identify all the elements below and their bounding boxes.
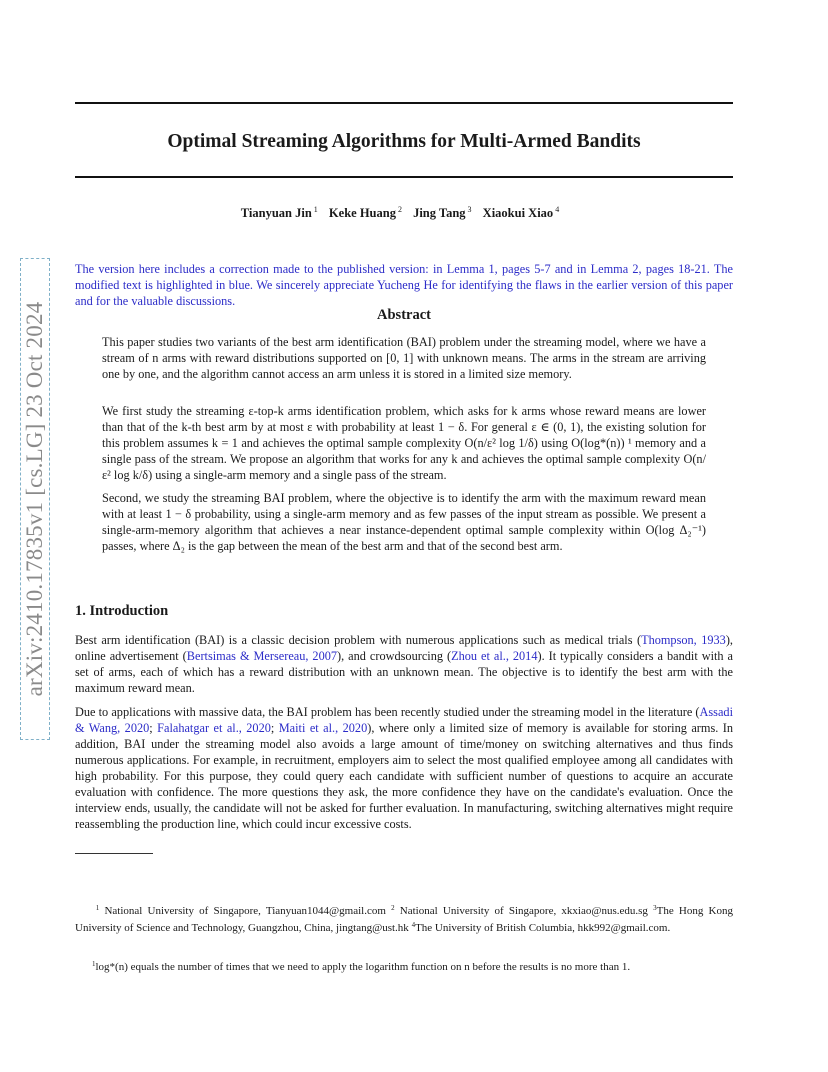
author-mark: 4 [555,205,560,214]
citation-link[interactable]: Zhou et al., 2014 [451,649,538,663]
author-name: Jing Tang [413,206,466,220]
affiliation-footnote: $^1$ National University of Singapore, Tianyuan1044@gmail.com $^2$ National University of Singapore, xkxiao@nus.edu.sg $^3$The Hong Kong University of Science and Technology, Guangzhou, China, jingtang@ust.hk $^4$The University of British Columbia, hkk992@gmail.com. [75,904,734,934]
author-mark: 3 [467,205,472,214]
citation-link[interactable]: Maiti et al., 2020 [278,721,368,735]
citation-link[interactable]: Falahatgar et al., 2020 [157,721,271,735]
arxiv-identifier: arXiv:2410.17835v1 [cs.LG] 23 Oct 2024 [22,301,47,697]
citation-link[interactable]: Bertsimas & Mersereau, 2007 [186,649,338,663]
author-name: Xiaokui Xiao [482,206,554,220]
paper-title: Optimal Streaming Algorithms for Multi-Armed Bandits [167,131,641,152]
abstract-paragraph: Second, we study the streaming BAI problem, where the objective is to identify the arm with the maximum reward mean with at least 1 − δ probability, using a single-arm memory and as few passes of the input stream as possible. We present a single-arm-memory algorithm that achieves a near instance-dependent optimal sample complexity within O(log Δ₂⁻¹) passes, where Δ₂ is the gap between the mean of the best arm and that of the second best arm. [102,491,706,553]
arxiv-side-stamp [20,258,50,740]
author-mark: 1 [313,205,318,214]
author-name: Keke Huang [328,206,396,220]
abstract-paragraph: We first study the streaming ε-top-k arms identification problem, which asks for k arms whose reward means are lower than that of the k-th best arm by at most ε with probability at least 1 − δ. For general ε ∈ (0, 1), the existing solution for this problem assumes k = 1 and achieves the optimal sample complexity O(n/ε² log 1/δ) using O(log*(n)) ¹ memory and a single pass of the stream. We propose an algorithm that works for any k and achieves the optimal sample complexity O(n/ε² log k/δ) using a single-arm memory and a single pass of the stream. [102,404,706,482]
author-name: Tianyuan Jin [240,206,312,220]
author-list [75,205,733,221]
abstract-paragraph: This paper studies two variants of the best arm identification (BAI) problem under the streaming model, where we have a stream of n arms with reward distributions supported on [0, 1] with unknown means. The arms in the stream are arriving one by one, and the algorithm cannot access an arm unless it is stored in a limited size memory. [102,335,706,381]
abstract-heading: Abstract [377,307,431,323]
citation-link[interactable]: Thompson, 1933 [641,633,726,647]
footnote-rule [75,853,153,854]
intro-paragraph: Best arm identification (BAI) is a classic decision problem with numerous applications such as medical trials (Thompson, 1933), online advertisement (Bertsimas & Mersereau, 2007), and crowdsourcing (Zhou et al., 2014). It typically considers a bandit with a set of arms, each of which has a reward distribution with an unknown mean. The objective is to identify the best arm with the maximum reward mean. [75,633,734,695]
footnote: $^1$log*(n) equals the number of times that we need to apply the logarithm function on n before the results is no more than 1. [92,960,631,973]
correction-note: The version here includes a correction made to the published version: in Lemma 1, pages 5-7 and in Lemma 2, pages 18-21. The modified text is highlighted in blue. We sincerely appreciate Yucheng He for identifying the flaws in the earlier version of this paper and for the valuable discussions. [75,262,733,308]
author-mark: 2 [397,205,402,214]
top-rule [75,102,733,104]
intro-paragraph: Due to applications with massive data, the BAI problem has been recently studied under the streaming model in the literature (Assadi & Wang, 2020; Falahatgar et al., 2020; Maiti et al., 2020), where only a limited size of memory is available for storing arms. In addition, BAI under the streaming model also avoids a large amount of time/money on switching alternatives and thus finds numerous applications. For example, in recruitment, employers aim to select the most qualified employee among all candidates with high probability. For this purpose, they could query each candidate with sufficient number of questions to acquire an accurate evaluation with confidence. The more questions they ask, the more confidence they have on the candidate's evaluation. Once the interview ends, usually, the candidate will not be asked for further evaluation. In manufacturing, switching alternatives might require reassembling the production line, which could incur excessive costs. [75,705,733,831]
citation-link[interactable]: Assadi & Wang, 2020 [75,705,733,735]
section-heading: 1. Introduction [75,603,169,619]
title-rule [75,176,733,178]
